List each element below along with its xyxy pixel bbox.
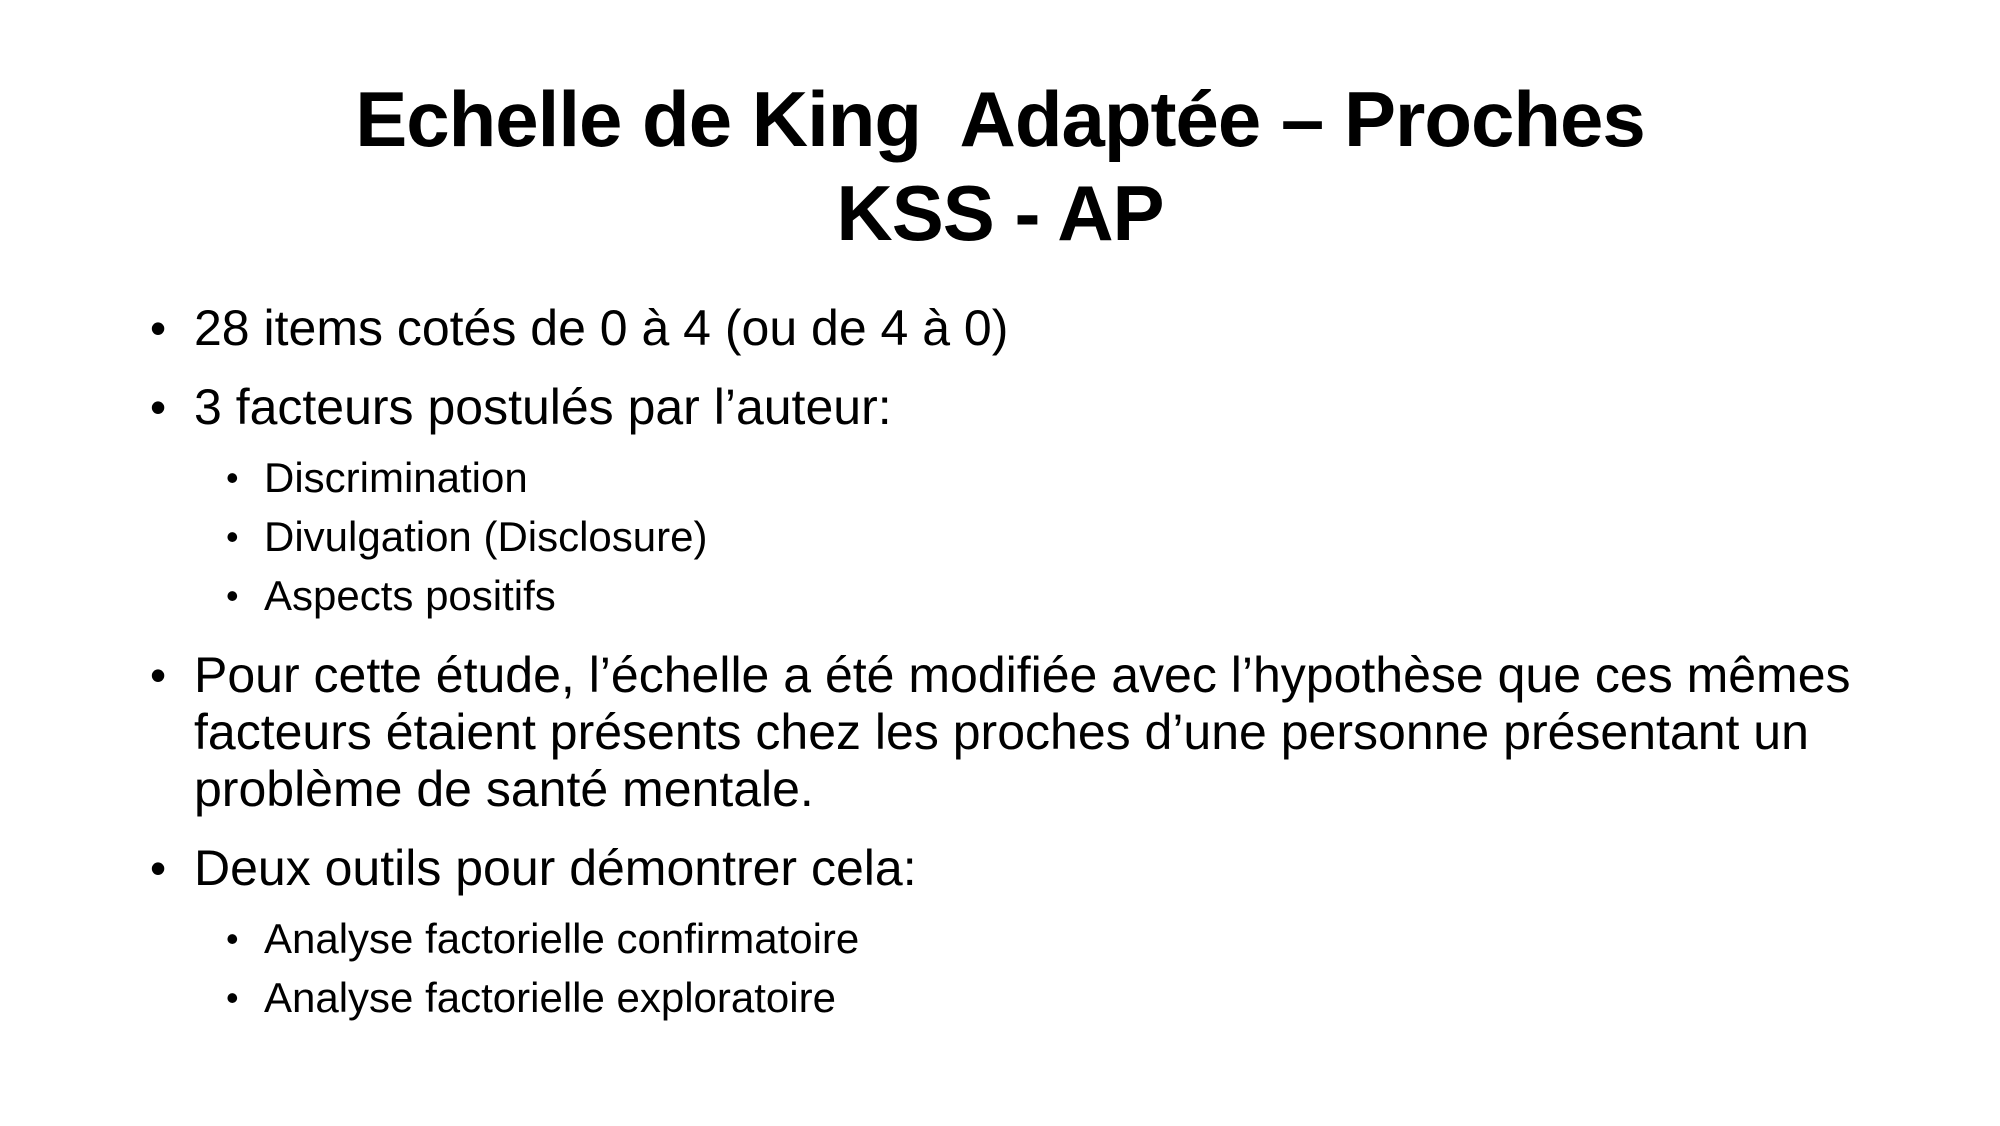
bullet-dot-icon: • [150, 381, 167, 433]
bullet-dot-icon: • [226, 457, 239, 498]
sub-bullet-list [150, 909, 1870, 1027]
bullet-dot-icon: • [226, 575, 239, 616]
bullet-text: 3 facteurs postulés par l’auteur: [194, 379, 892, 435]
bullet-item-3 [150, 647, 1870, 818]
sub-bullet-text: Divulgation (Disclosure) [264, 513, 708, 560]
sub-bullet-text: Analyse factorielle confirmatoire [264, 915, 860, 962]
slide-title [0, 72, 2000, 260]
bullet-item-4 [150, 840, 1870, 897]
sub-bullet-item [226, 566, 1870, 625]
bullet-list [150, 300, 1870, 1049]
sub-bullet-item [226, 448, 1870, 507]
bullet-text: Deux outils pour démontrer cela: [194, 840, 917, 896]
sub-bullet-item [226, 909, 1870, 968]
sub-bullet-text: Discrimination [264, 454, 528, 501]
sub-bullet-item [226, 968, 1870, 1027]
bullet-text: 28 items cotés de 0 à 4 (ou de 4 à 0) [194, 300, 1009, 356]
bullet-dot-icon: • [226, 918, 239, 959]
title-line-2: KSS - AP [836, 169, 1164, 257]
bullet-dot-icon: • [226, 977, 239, 1018]
sub-bullet-text: Aspects positifs [264, 572, 556, 619]
sub-bullet-text: Analyse factorielle exploratoire [264, 974, 836, 1021]
bullet-dot-icon: • [150, 302, 167, 354]
bullet-dot-icon: • [150, 649, 167, 701]
bullet-text: Pour cette étude, l’échelle a été modifiée avec l’hypothèse que ces mêmes facteurs étaient présents chez les proches d’une personne présentant un problème de santé mentale. [194, 647, 1851, 817]
bullet-dot-icon: • [226, 516, 239, 557]
sub-bullet-list [150, 448, 1870, 625]
title-line-1: Echelle de King Adaptée – Proches [355, 75, 1645, 163]
bullet-item-1 [150, 300, 1870, 357]
bullet-dot-icon: • [150, 842, 167, 894]
sub-bullet-item [226, 507, 1870, 566]
bullet-item-2 [150, 379, 1870, 436]
